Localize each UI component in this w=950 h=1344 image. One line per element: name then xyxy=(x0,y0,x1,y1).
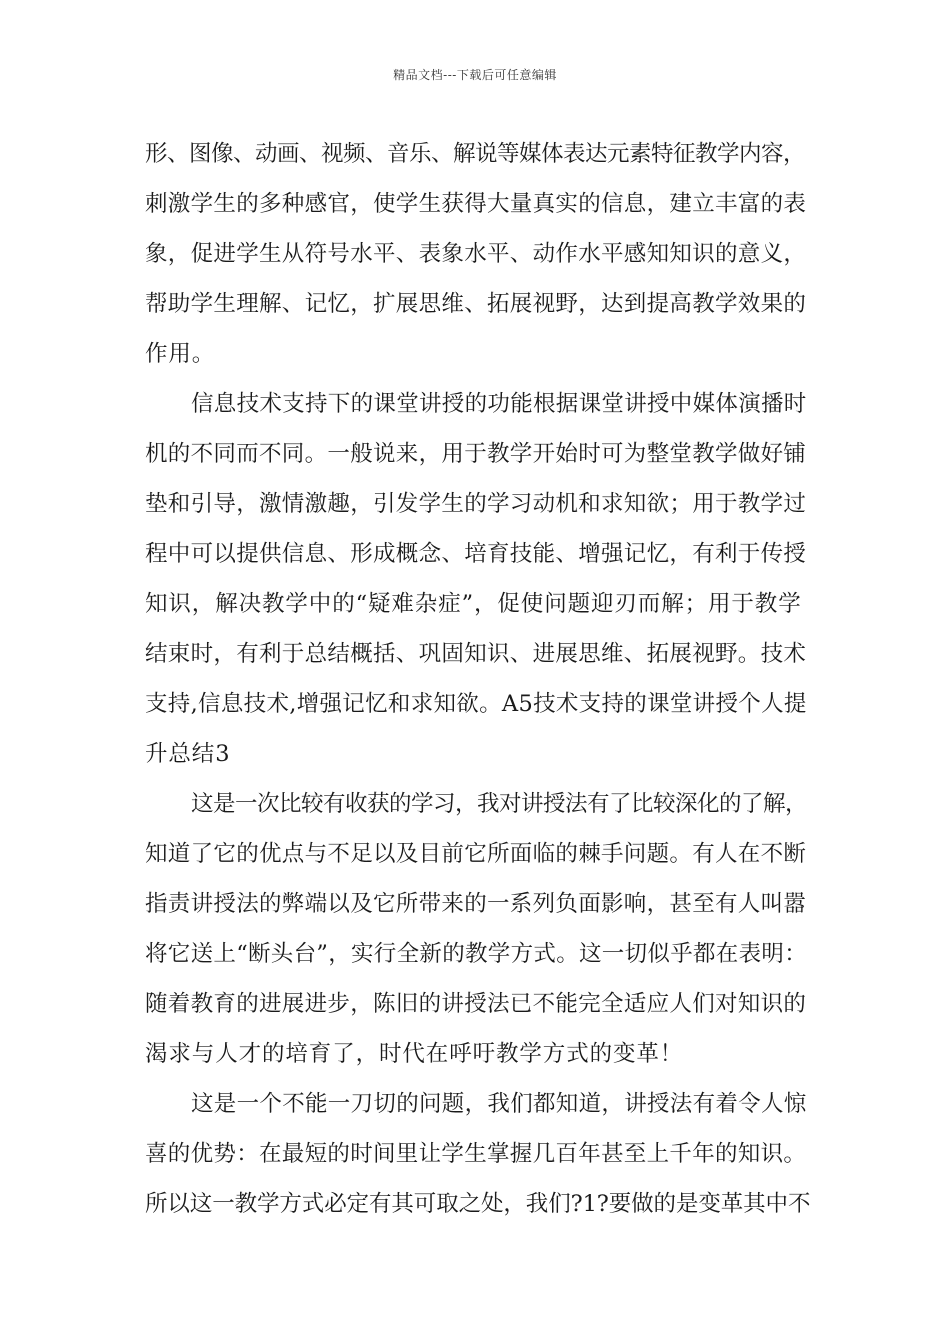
text-line: 所以这一教学方式必定有其可取之处，我们?1?要做的是变革其中不 xyxy=(145,1191,811,1217)
text-line: 程中可以提供信息、形成概念、培育技能、增强记忆，有利于传授 xyxy=(145,541,807,567)
paragraph-3 xyxy=(145,779,810,1079)
text-line: 这是一次比较有收获的学习，我对讲授法有了比较深化的了解， xyxy=(191,791,808,817)
text-line: 帮助学生理解、记忆，扩展思维、拓展视野，达到提高教学效果的 xyxy=(145,291,807,317)
text-line: 支持,信息技术,增强记忆和求知欲。A5技术支持的课堂讲授个人提 xyxy=(145,691,807,717)
document-body xyxy=(145,129,810,1229)
text-line: 形、图像、动画、视频、音乐、解说等媒体表达元素特征教学内容， xyxy=(145,141,806,167)
text-line: 渴求与人才的培育了，时代在呼吁教学方式的变革！ xyxy=(145,1041,684,1067)
text-line: 信息技术支持下的课堂讲授的功能根据课堂讲授中媒体演播时 xyxy=(191,391,807,417)
page-header: 精品文档---下载后可任意编辑 xyxy=(393,68,557,82)
text-line: 这是一个不能一刀切的问题，我们都知道，讲授法有着令人惊 xyxy=(191,1091,807,1117)
text-line: 升总结3 xyxy=(145,741,231,767)
paragraph-2 xyxy=(145,379,810,779)
text-line: 结束时，有利于总结概括、巩固知识、进展思维、拓展视野。技术 xyxy=(145,641,807,667)
text-line: 喜的优势：在最短的时间里让学生掌握几百年甚至上千年的知识。 xyxy=(145,1141,807,1167)
paragraph-1 xyxy=(145,129,810,379)
text-line: 知道了它的优点与不足以及目前它所面临的棘手问题。有人在不断 xyxy=(145,841,807,867)
text-line: 指责讲授法的弊端以及它所带来的一系列负面影响，甚至有人叫嚣 xyxy=(145,891,807,917)
text-line: 机的不同而不同。一般说来，用于教学开始时可为整堂教学做好铺 xyxy=(145,441,807,467)
text-line: 象，促进学生从符号水平、表象水平、动作水平感知知识的意义， xyxy=(145,241,807,267)
text-line: 垫和引导，激情激趣，引发学生的学习动机和求知欲；用于教学过 xyxy=(145,491,807,517)
text-line: 随着教育的进展进步，陈旧的讲授法已不能完全适应人们对知识的 xyxy=(145,991,807,1017)
text-line: 刺激学生的多种感官，使学生获得大量真实的信息，建立丰富的表 xyxy=(145,191,807,217)
text-line: 作用。 xyxy=(145,341,216,367)
text-line: 知识，解决教学中的“疑难杂症”，促使问题迎刃而解；用于教学 xyxy=(145,591,802,617)
text-line: 将它送上“断头台”，实行全新的教学方式。这一切似乎都在表明： xyxy=(145,941,808,967)
paragraph-4 xyxy=(145,1079,810,1229)
